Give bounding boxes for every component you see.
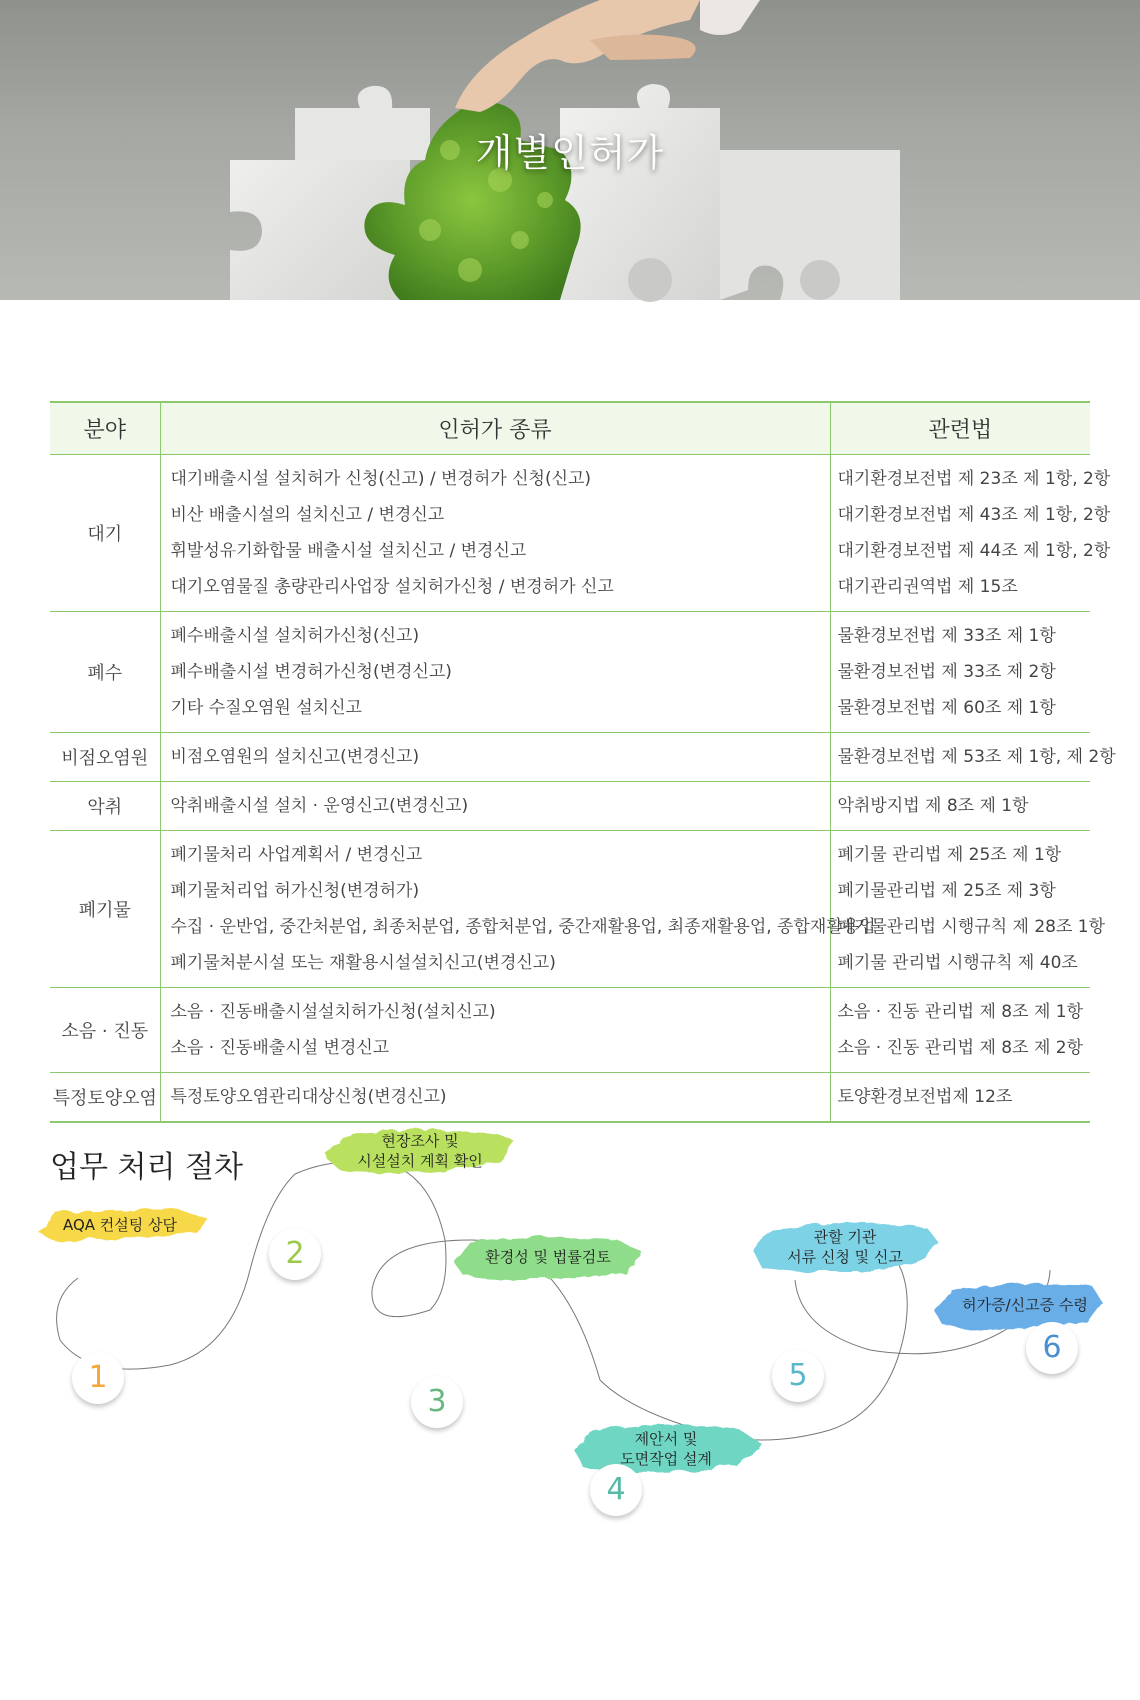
- table-row: [50, 782, 1090, 831]
- table-header-row: [50, 402, 1090, 455]
- table-row: [50, 612, 1090, 733]
- category-cell: 특정토양오염: [50, 1073, 160, 1123]
- related-laws-cell: [830, 831, 1106, 988]
- related-law-item: 물환경보전법 제 33조 제 2항: [837, 662, 1056, 682]
- step-4-number: 4: [590, 1464, 642, 1516]
- permit-type-item: 비산 배출시설의 설치신고 / 변경신고: [170, 505, 445, 525]
- step-5-label-line1: 관할 기관: [813, 1228, 877, 1246]
- step-5-label-line2: 서류 신청 및 신고: [787, 1248, 903, 1266]
- permits-table: [50, 401, 1116, 1123]
- related-law-item: 폐기물관리법 제 25조 제 3항: [837, 881, 1056, 901]
- permit-type-item: 소음 · 진동배출시설 변경신고: [170, 1038, 390, 1058]
- related-law-item: 소음 · 진동 관리법 제 8조 제 2항: [837, 1038, 1084, 1058]
- category-cell: 악취: [50, 782, 160, 831]
- permit-types-cell: [160, 1073, 830, 1123]
- category-cell: 비점오염원: [50, 733, 160, 782]
- table-row: [50, 733, 1090, 782]
- header-permit-type: 인허가 종류: [160, 402, 830, 455]
- related-law-item: 폐기물관리법 시행규칙 제 28조 1항: [837, 917, 1106, 937]
- related-law-item: 대기관리권역법 제 15조: [837, 577, 1018, 597]
- flow-connectors: [57, 1161, 1050, 1440]
- page-title: 개별인허가: [475, 131, 665, 175]
- permit-type-item: 폐기물처리 사업계획서 / 변경신고: [170, 845, 423, 865]
- permit-types-cell: [160, 612, 830, 733]
- header-category: 분야: [50, 402, 160, 455]
- related-law-item: 대기환경보전법 제 23조 제 1항, 2항: [837, 469, 1111, 489]
- permit-types-cell: [160, 733, 830, 782]
- permit-type-item: 폐수배출시설 설치허가신청(신고): [170, 626, 420, 646]
- related-law-item: 소음 · 진동 관리법 제 8조 제 1항: [837, 1002, 1084, 1022]
- category-cell: 소음 · 진동: [50, 988, 160, 1073]
- permit-types-cell: [160, 455, 830, 612]
- process-section-title: 업무 처리 절차: [50, 1150, 243, 1185]
- related-law-item: 물환경보전법 제 33조 제 1항: [837, 626, 1056, 646]
- related-laws-cell: [830, 988, 1090, 1073]
- related-law-item: 토양환경보전법제 12조: [837, 1087, 1013, 1107]
- related-law-item: 대기환경보전법 제 44조 제 1항, 2항: [837, 541, 1111, 561]
- permit-types-cell: [160, 988, 830, 1073]
- related-law-item: 폐기물 관리법 제 25조 제 1항: [837, 845, 1062, 865]
- permit-types-cell: [160, 782, 830, 831]
- hero-banner: [0, 0, 1140, 300]
- permit-type-item: 폐수배출시설 변경허가신청(변경신고): [170, 662, 452, 682]
- step-2-label-line2: 시설설치 계획 확인: [357, 1152, 483, 1170]
- table-row: [50, 455, 1090, 612]
- step-3-label: 환경성 및 법률검토: [485, 1248, 611, 1266]
- step-2-label-line1: 현장조사 및: [381, 1132, 459, 1150]
- step-4-label-line1: 제안서 및: [634, 1430, 698, 1448]
- step-3-number: 3: [411, 1376, 463, 1428]
- permit-type-item: 비점오염원의 설치신고(변경신고): [170, 747, 420, 767]
- category-cell: 폐기물: [50, 831, 160, 988]
- permit-type-item: 대기오염물질 총량관리사업장 설치허가신청 / 변경허가 신고: [170, 577, 614, 597]
- step-6-number: 6: [1026, 1322, 1078, 1374]
- related-law-item: 폐기물 관리법 시행규칙 제 40조: [837, 953, 1078, 973]
- related-law-item: 물환경보전법 제 60조 제 1항: [837, 698, 1056, 718]
- step-5-number: 5: [772, 1350, 824, 1402]
- permit-type-item: 수집 · 운반업, 중간처분업, 최종처분업, 종합처분업, 중간재활용업, 최종재활용업, 종합재활용업: [170, 917, 876, 937]
- permit-type-item: 폐기물처분시설 또는 재활용시설설치신고(변경신고): [170, 953, 556, 973]
- permit-type-item: 대기배출시설 설치허가 신청(신고) / 변경허가 신청(신고): [170, 469, 592, 489]
- step-6-label: 허가증/신고증 수령: [962, 1296, 1088, 1314]
- related-law-item: 대기환경보전법 제 43조 제 1항, 2항: [837, 505, 1111, 525]
- related-laws-cell: [830, 782, 1090, 831]
- step-1-number: 1: [72, 1352, 124, 1404]
- permit-type-item: 악취배출시설 설치 · 운영신고(변경신고): [170, 796, 469, 816]
- related-laws-cell: [830, 733, 1116, 782]
- related-law-item: 악취방지법 제 8조 제 1항: [837, 796, 1029, 816]
- related-law-item: 물환경보전법 제 53조 제 1항, 제 2항: [837, 747, 1116, 767]
- step-4-label-line2: 도면작업 설계: [620, 1450, 712, 1468]
- related-laws-cell: [830, 612, 1090, 733]
- permit-type-item: 기타 수질오염원 설치신고: [170, 698, 362, 718]
- table-row: [50, 831, 1090, 988]
- step-2-number: 2: [269, 1228, 321, 1280]
- permit-type-item: 특정토양오염관리대상신청(변경신고): [170, 1087, 447, 1107]
- table-row: [50, 988, 1090, 1073]
- header-related-law: 관련법: [830, 402, 1090, 455]
- related-laws-cell: [830, 455, 1111, 612]
- permit-type-item: 휘발성유기화합물 배출시설 설치신고 / 변경신고: [170, 541, 527, 561]
- category-cell: 대기: [50, 455, 160, 612]
- permit-type-item: 폐기물처리업 허가신청(변경허가): [170, 881, 420, 901]
- category-cell: 폐수: [50, 612, 160, 733]
- permit-types-cell: [160, 831, 876, 988]
- related-laws-cell: [830, 1073, 1090, 1123]
- step-1-label: AQA 컨설팅 상담: [62, 1216, 178, 1234]
- permit-type-item: 소음 · 진동배출시설설치허가신청(설치신고): [170, 1002, 496, 1022]
- table-row: [50, 1073, 1090, 1123]
